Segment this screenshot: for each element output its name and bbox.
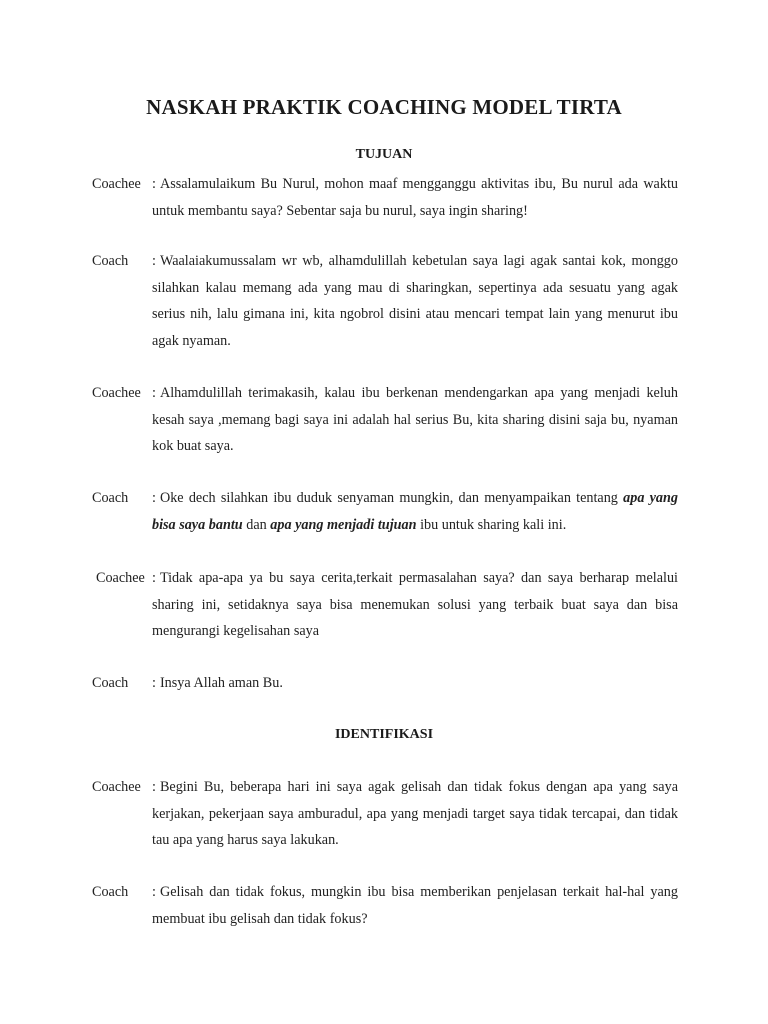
speaker-label: Coach	[92, 253, 129, 269]
dialogue-entry	[92, 879, 678, 932]
dialogue-entry	[92, 670, 678, 697]
dialogue-entry	[96, 565, 678, 645]
section-heading-identifikasi: IDENTIFIKASI	[334, 727, 434, 742]
speaker-label: Coachee	[92, 385, 141, 401]
speaker-label: Coachee	[92, 779, 141, 795]
speech-text: : Begini Bu, beberapa hari ini saya agak gelisah dan tidak fokus dengan apa yang saya kerjakan, pekerjaan saya amburadul, apa yang menjadi target saya tidak tercapai, dan tidak tau apa yang harus saya lakukan.	[152, 779, 678, 849]
speech-text: : Waalaiakumussalam wr wb, alhamdulillah kebetulan saya lagi agak santai kok, monggo silahkan kalau memang ada yang mau di sharingkan, sepertinya ada sesuatu yang agak serius nih, lalu gimana ini, kita ngobrol disini atau mencari tempat lain yang menurut ibu agak nyaman.	[152, 253, 678, 349]
speaker-label: Coach	[92, 884, 129, 900]
dialogue-entry	[92, 248, 678, 354]
speaker-label: Coach	[92, 490, 129, 506]
dialogue-entry	[92, 774, 678, 854]
speech-text: : Tidak apa-apa ya bu saya cerita,terkait permasalahan saya? dan saya berharap melalui sharing ini, setidaknya saya bisa menemukan solusi yang terbaik buat saya dan bisa mengurangi kegelisahan saya	[152, 570, 678, 640]
dialogue-entry	[92, 485, 678, 538]
document-title: NASKAH PRAKTIK COACHING MODEL TIRTA	[146, 95, 622, 119]
highlight-phrase: apa yang bisa saya bantu	[152, 490, 679, 533]
speech-text: : Alhamdulillah terimakasih, kalau ibu berkenan mendengarkan apa yang menjadi keluh kesah saya ,memang bagi saya ini adalah hal serius Bu, kita sharing disini saja bu, nyaman kok buat saya.	[152, 385, 678, 455]
speaker-label: Coachee	[96, 570, 145, 586]
speech-text: : Gelisah dan tidak fokus, mungkin ibu bisa memberikan penjelasan terkait hal-hal yang membuat ibu gelisah dan tidak fokus?	[152, 884, 678, 927]
section-heading-tujuan: TUJUAN	[355, 147, 413, 162]
speaker-label: Coach	[92, 675, 129, 691]
speaker-label: Coachee	[92, 176, 141, 192]
speech-text: : Assalamulaikum Bu Nurul, mohon maaf mengganggu aktivitas ibu, Bu nurul ada waktu untuk membantu saya? Sebentar saja bu nurul, saya ingin sharing!	[152, 176, 678, 219]
speech-text: : Insya Allah aman Bu.	[152, 675, 283, 691]
speech-text: : Oke dech silahkan ibu duduk senyaman mungkin, dan menyampaikan tentang apa yang bisa saya bantu dan apa yang menjadi tujuan ibu untuk sharing kali ini.	[152, 490, 679, 533]
highlight-phrase: apa yang menjadi tujuan	[270, 516, 417, 533]
dialogue-entry	[92, 380, 678, 460]
dialogue-entry	[92, 171, 678, 224]
